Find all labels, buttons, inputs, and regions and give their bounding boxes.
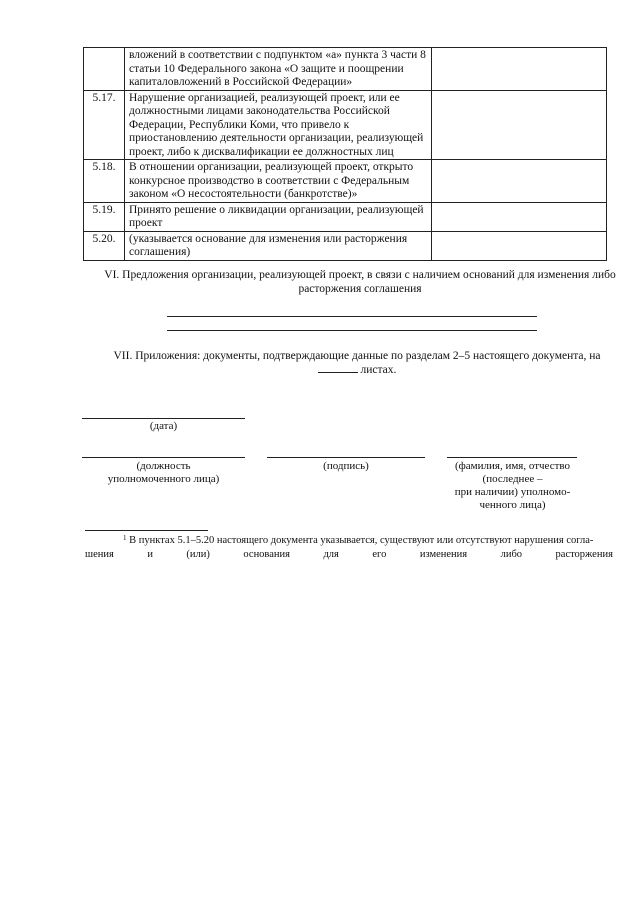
footnote-word: для [323, 549, 339, 560]
row-status-cell [432, 231, 607, 260]
footnote-word: и [147, 549, 153, 560]
name-caption [440, 460, 585, 512]
row-description: (указывается основание для изменения или расторжения соглашения) [125, 231, 432, 260]
row-number [84, 48, 125, 91]
row-status-cell [432, 90, 607, 160]
footnote-line1 [85, 534, 613, 547]
section-6-heading [95, 268, 625, 296]
section-7-suffix: листах. [360, 364, 397, 376]
table-row [84, 160, 607, 203]
row-description: Принято решение о ликвидации организации, реализующей проект [125, 202, 432, 231]
row-description: вложений в соответствии с подпунктом «а» пункта 3 части 8 статьи 10 Федерального закона «О защите и поощрении капиталовложений в Российской Федерации» [125, 48, 432, 91]
row-number: 5.19. [84, 202, 125, 231]
footnote-word: изменения [419, 549, 468, 560]
footnote-text: В пунктах 5.1–5.20 настоящего документа указывается, существуют или отсутствуют нарушения согла- [129, 535, 594, 546]
signature-caption: (подпись) [323, 460, 369, 472]
footnote-word: расторжения [555, 549, 613, 560]
row-number: 5.20. [84, 231, 125, 260]
name-line [447, 457, 577, 458]
section-7-line1: VII. Приложения: документы, подтверждающие данные по разделам 2–5 настоящего документа, на [113, 350, 601, 362]
row-number: 5.17. [84, 90, 125, 160]
name-caption-line3: при наличии) уполномо- [454, 486, 571, 498]
section-6-line1: VI. Предложения организации, реализующей проект, в связи с наличием оснований для изменения либо [104, 269, 616, 281]
table-row [84, 90, 607, 160]
footnote-word: шения [85, 549, 114, 560]
name-caption-line2: (последнее – [482, 473, 543, 485]
row-status-cell [432, 160, 607, 203]
violations-table [83, 47, 607, 261]
footnote-word: его [372, 549, 387, 560]
footnote-separator [85, 530, 208, 531]
proposal-line-2 [167, 330, 537, 331]
row-description: Нарушение организацией, реализующей проект, или ее должностными лицами законодательства Российской Федерации, Республики Коми, что привело к приостановлению деятельности организации, реализующей проект, либо к дисквалификации ее должностных лиц [125, 90, 432, 160]
date-line [82, 418, 245, 419]
footnote-word: либо [500, 549, 523, 560]
footnote-line2 [85, 548, 613, 561]
section-7-line2 [92, 363, 622, 377]
row-description: В отношении организации, реализующей проект, открыто конкурсное производство в соответствии с Федеральным законом «О несостоятельности (банкротстве)» [125, 160, 432, 203]
row-status-cell [432, 48, 607, 91]
name-caption-line4: ченного лица) [479, 499, 546, 511]
date-caption: (дата) [149, 420, 178, 432]
sheets-count-blank [318, 363, 358, 373]
table-row [84, 202, 607, 231]
table-row [84, 231, 607, 260]
section-6-line2: расторжения соглашения [298, 283, 422, 295]
position-caption-line2: уполномоченного лица) [107, 473, 220, 485]
position-caption [82, 460, 245, 486]
position-line [82, 457, 245, 458]
footnote-word: основания [243, 549, 290, 560]
row-status-cell [432, 202, 607, 231]
row-number: 5.18. [84, 160, 125, 203]
section-7-heading [92, 349, 622, 377]
footnote-word: (или) [186, 549, 210, 560]
signature-line [267, 457, 425, 458]
name-caption-line1: (фамилия, имя, отчество [454, 460, 571, 472]
proposal-line-1 [167, 316, 537, 317]
footnote-mark: 1 [123, 534, 127, 542]
position-caption-line1: (должность [136, 460, 191, 472]
table-row [84, 48, 607, 91]
